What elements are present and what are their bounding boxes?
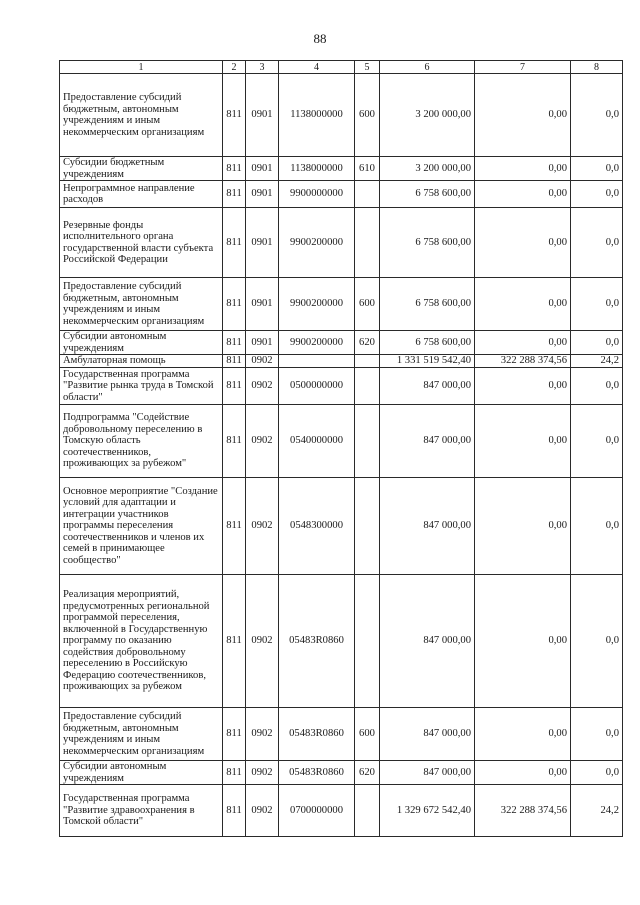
admin-code-cell: 811 <box>223 761 246 785</box>
row-name-cell: Государственная программа "Развитие здравоохранения в Томской области" <box>60 785 223 837</box>
expense-type-cell <box>355 575 380 708</box>
table-row <box>60 74 623 157</box>
row-name-cell: Субсидии бюджетным учреждениям <box>60 157 223 181</box>
expense-type-cell <box>355 208 380 278</box>
expense-type-cell <box>355 785 380 837</box>
target-code-cell: 0548300000 <box>279 478 355 575</box>
actual-amount-cell: 0,00 <box>475 208 571 278</box>
page-number: 88 <box>313 31 327 46</box>
actual-amount-cell: 0,00 <box>475 761 571 785</box>
percent-cell: 0,0 <box>571 708 623 761</box>
actual-amount-cell: 322 288 374,56 <box>475 355 571 368</box>
percent-cell: 0,0 <box>571 761 623 785</box>
admin-code-cell: 811 <box>223 74 246 157</box>
percent-cell: 0,0 <box>571 575 623 708</box>
admin-code-cell: 811 <box>223 478 246 575</box>
target-code-cell: 0540000000 <box>279 405 355 478</box>
section-code-cell: 0901 <box>246 331 279 355</box>
target-code-cell: 1138000000 <box>279 74 355 157</box>
row-name-cell: Субсидии автономным учреждениям <box>60 761 223 785</box>
plan-amount-cell: 847 000,00 <box>380 575 475 708</box>
admin-code-cell: 811 <box>223 355 246 368</box>
section-code-cell: 0901 <box>246 208 279 278</box>
section-code-cell: 0902 <box>246 368 279 405</box>
section-code-cell: 0902 <box>246 785 279 837</box>
actual-amount-cell: 0,00 <box>475 708 571 761</box>
expense-type-cell <box>355 355 380 368</box>
percent-cell: 0,0 <box>571 405 623 478</box>
column-header: 4 <box>279 61 355 74</box>
expense-type-cell <box>355 478 380 575</box>
plan-amount-cell: 6 758 600,00 <box>380 208 475 278</box>
admin-code-cell: 811 <box>223 278 246 331</box>
target-code-cell: 05483R0860 <box>279 761 355 785</box>
plan-amount-cell: 847 000,00 <box>380 708 475 761</box>
section-code-cell: 0902 <box>246 575 279 708</box>
section-code-cell: 0901 <box>246 181 279 208</box>
table-row <box>60 761 623 785</box>
admin-code-cell: 811 <box>223 368 246 405</box>
plan-amount-cell: 1 329 672 542,40 <box>380 785 475 837</box>
table-row <box>60 368 623 405</box>
section-code-cell: 0902 <box>246 478 279 575</box>
column-header: 7 <box>475 61 571 74</box>
column-header: 2 <box>223 61 246 74</box>
row-name-cell: Подпрограмма "Содействие добровольному переселению в Томскую область соотечественников, проживающих за рубежом" <box>60 405 223 478</box>
percent-cell: 0,0 <box>571 331 623 355</box>
plan-amount-cell: 6 758 600,00 <box>380 181 475 208</box>
column-header: 6 <box>380 61 475 74</box>
actual-amount-cell: 0,00 <box>475 368 571 405</box>
plan-amount-cell: 847 000,00 <box>380 478 475 575</box>
target-code-cell: 1138000000 <box>279 157 355 181</box>
column-header: 5 <box>355 61 380 74</box>
target-code-cell: 9900200000 <box>279 208 355 278</box>
expense-type-cell: 600 <box>355 708 380 761</box>
admin-code-cell: 811 <box>223 157 246 181</box>
section-code-cell: 0902 <box>246 355 279 368</box>
table-row <box>60 478 623 575</box>
target-code-cell: 05483R0860 <box>279 708 355 761</box>
expense-type-cell <box>355 368 380 405</box>
admin-code-cell: 811 <box>223 181 246 208</box>
expense-type-cell <box>355 405 380 478</box>
table-row <box>60 181 623 208</box>
admin-code-cell: 811 <box>223 575 246 708</box>
percent-cell: 0,0 <box>571 157 623 181</box>
percent-cell: 24,2 <box>571 355 623 368</box>
plan-amount-cell: 3 200 000,00 <box>380 74 475 157</box>
percent-cell: 0,0 <box>571 368 623 405</box>
plan-amount-cell: 3 200 000,00 <box>380 157 475 181</box>
actual-amount-cell: 0,00 <box>475 181 571 208</box>
row-name-cell: Основное мероприятие "Создание условий для адаптации и интеграции участников программы переселения соотечественников и членов их семей в принимающее сообщество" <box>60 478 223 575</box>
percent-cell: 0,0 <box>571 208 623 278</box>
column-number-row <box>60 61 623 74</box>
percent-cell: 0,0 <box>571 478 623 575</box>
plan-amount-cell: 1 331 519 542,40 <box>380 355 475 368</box>
plan-amount-cell: 847 000,00 <box>380 405 475 478</box>
actual-amount-cell: 0,00 <box>475 74 571 157</box>
percent-cell: 0,0 <box>571 278 623 331</box>
plan-amount-cell: 6 758 600,00 <box>380 278 475 331</box>
admin-code-cell: 811 <box>223 785 246 837</box>
column-header: 1 <box>60 61 223 74</box>
actual-amount-cell: 322 288 374,56 <box>475 785 571 837</box>
target-code-cell: 0700000000 <box>279 785 355 837</box>
table-body <box>60 74 623 837</box>
section-code-cell: 0901 <box>246 74 279 157</box>
expense-type-cell: 610 <box>355 157 380 181</box>
section-code-cell: 0901 <box>246 157 279 181</box>
expense-type-cell: 620 <box>355 761 380 785</box>
expense-type-cell <box>355 181 380 208</box>
table-row <box>60 208 623 278</box>
target-code-cell: 9900200000 <box>279 331 355 355</box>
row-name-cell: Предоставление субсидий бюджетным, автономным учреждениям и иным некоммерческим организациям <box>60 74 223 157</box>
expense-type-cell: 600 <box>355 74 380 157</box>
table-row <box>60 405 623 478</box>
table-row <box>60 355 623 368</box>
plan-amount-cell: 6 758 600,00 <box>380 331 475 355</box>
row-name-cell: Амбулаторная помощь <box>60 355 223 368</box>
column-header: 8 <box>571 61 623 74</box>
plan-amount-cell: 847 000,00 <box>380 368 475 405</box>
target-code-cell: 05483R0860 <box>279 575 355 708</box>
table-row <box>60 785 623 837</box>
row-name-cell: Непрограммное направление расходов <box>60 181 223 208</box>
target-code-cell <box>279 355 355 368</box>
table-row <box>60 157 623 181</box>
row-name-cell: Реализация мероприятий, предусмотренных региональной программой переселения, включенной в Государственную программу по оказанию содействия добровольному переселению в Российскую Федерацию соотечественников, проживающих за рубежом <box>60 575 223 708</box>
actual-amount-cell: 0,00 <box>475 405 571 478</box>
row-name-cell: Предоставление субсидий бюджетным, автономным учреждениям и иным некоммерческим организациям <box>60 278 223 331</box>
percent-cell: 0,0 <box>571 74 623 157</box>
table-row <box>60 331 623 355</box>
target-code-cell: 9900200000 <box>279 278 355 331</box>
admin-code-cell: 811 <box>223 708 246 761</box>
section-code-cell: 0901 <box>246 278 279 331</box>
admin-code-cell: 811 <box>223 331 246 355</box>
actual-amount-cell: 0,00 <box>475 278 571 331</box>
table-row <box>60 708 623 761</box>
row-name-cell: Государственная программа "Развитие рынка труда в Томской области" <box>60 368 223 405</box>
row-name-cell: Резервные фонды исполнительного органа государственной власти субъекта Российской Федерации <box>60 208 223 278</box>
section-code-cell: 0902 <box>246 761 279 785</box>
actual-amount-cell: 0,00 <box>475 575 571 708</box>
expense-type-cell: 620 <box>355 331 380 355</box>
row-name-cell: Предоставление субсидий бюджетным, автономным учреждениям и иным некоммерческим организациям <box>60 708 223 761</box>
target-code-cell: 0500000000 <box>279 368 355 405</box>
actual-amount-cell: 0,00 <box>475 157 571 181</box>
admin-code-cell: 811 <box>223 405 246 478</box>
section-code-cell: 0902 <box>246 708 279 761</box>
expense-type-cell: 600 <box>355 278 380 331</box>
row-name-cell: Субсидии автономным учреждениям <box>60 331 223 355</box>
admin-code-cell: 811 <box>223 208 246 278</box>
column-header: 3 <box>246 61 279 74</box>
section-code-cell: 0902 <box>246 405 279 478</box>
percent-cell: 0,0 <box>571 181 623 208</box>
table-row <box>60 575 623 708</box>
plan-amount-cell: 847 000,00 <box>380 761 475 785</box>
budget-table <box>59 60 623 837</box>
actual-amount-cell: 0,00 <box>475 331 571 355</box>
target-code-cell: 9900000000 <box>279 181 355 208</box>
percent-cell: 24,2 <box>571 785 623 837</box>
table-row <box>60 278 623 331</box>
actual-amount-cell: 0,00 <box>475 478 571 575</box>
